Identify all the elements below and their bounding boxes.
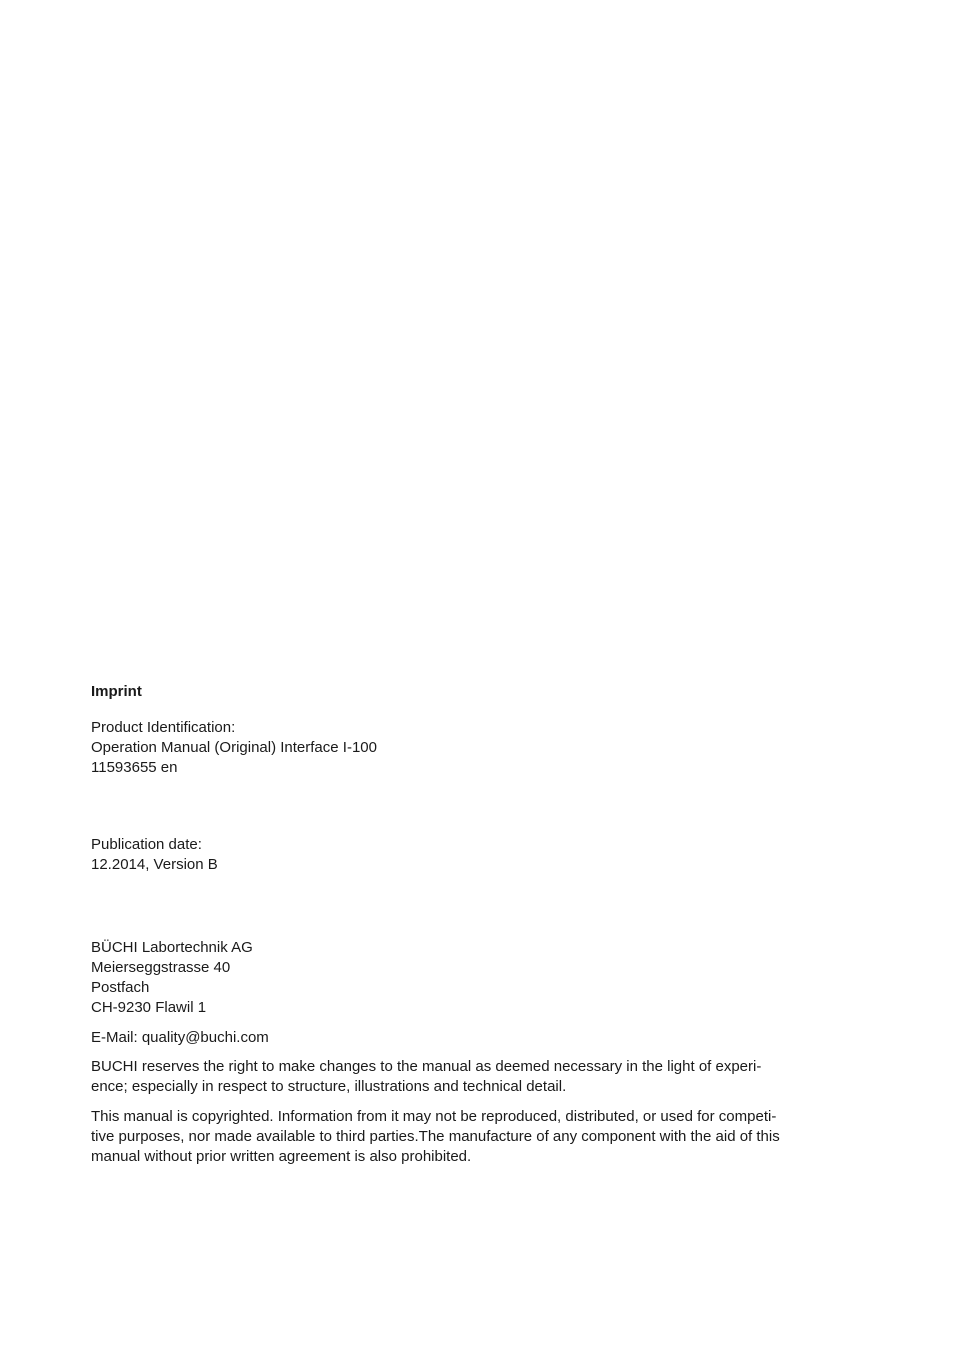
publication-date-label: Publication date: bbox=[91, 836, 202, 853]
changes-notice-line: ence; especially in respect to structure, illustrations and technical detail. bbox=[91, 1078, 567, 1095]
product-identification-label: Product Identification: bbox=[91, 719, 236, 736]
product-identification bbox=[91, 718, 851, 778]
company-name: BÜCHI Labortechnik AG bbox=[91, 939, 253, 956]
copyright-notice-line: This manual is copyrighted. Information from it may not be reproduced, distributed, or used for competi- bbox=[91, 1108, 777, 1125]
company-street: Meierseggstrasse 40 bbox=[91, 959, 231, 976]
publication-info bbox=[91, 835, 851, 875]
copyright-notice bbox=[91, 1107, 851, 1167]
company-postbox: Postfach bbox=[91, 979, 150, 996]
imprint-heading: Imprint bbox=[91, 683, 142, 700]
product-manual-title: Operation Manual (Original) Interface I-100 bbox=[91, 739, 377, 756]
company-address bbox=[91, 938, 851, 1018]
copyright-notice-line: manual without prior written agreement is also prohibited. bbox=[91, 1148, 472, 1165]
imprint-section bbox=[91, 682, 851, 1177]
product-document-number: 11593655 en bbox=[91, 759, 178, 776]
company-city: CH-9230 Flawil 1 bbox=[91, 999, 207, 1016]
copyright-notice-line: tive purposes, nor made available to third parties.The manufacture of any component with the aid of this bbox=[91, 1128, 780, 1145]
contact-email: E-Mail: quality@buchi.com bbox=[91, 1029, 269, 1046]
changes-notice bbox=[91, 1057, 851, 1097]
publication-date-value: 12.2014, Version B bbox=[91, 856, 218, 873]
changes-notice-line: BUCHI reserves the right to make changes to the manual as deemed necessary in the light of experi- bbox=[91, 1058, 762, 1075]
